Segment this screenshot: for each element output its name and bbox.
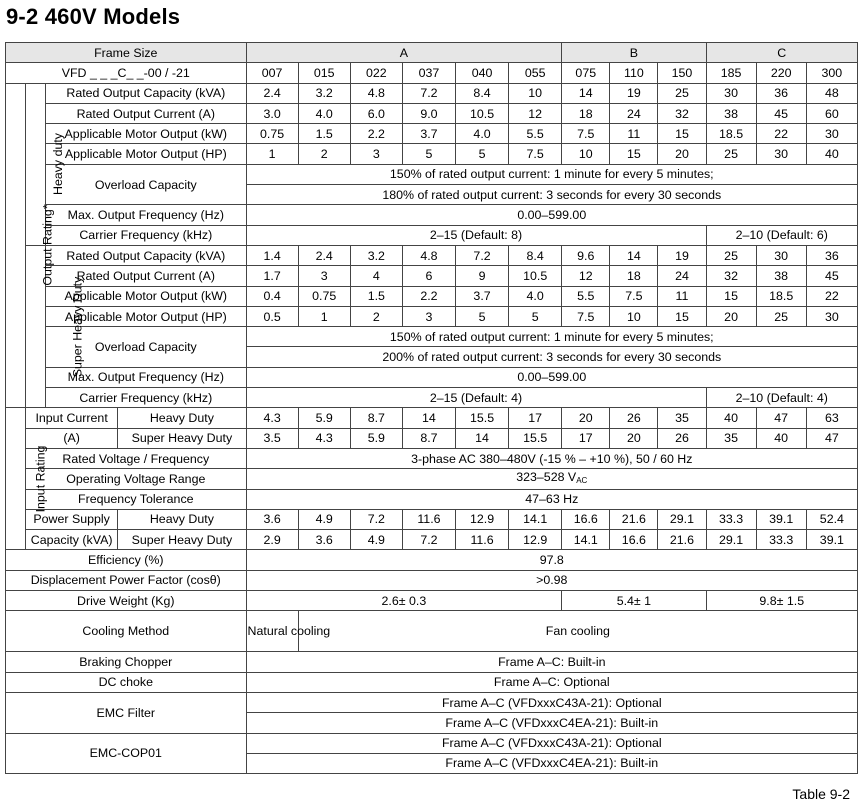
value-cell: 2.2 <box>402 286 455 306</box>
value-cell: 16.6 <box>610 530 658 550</box>
value-cell: 5.5 <box>509 124 562 144</box>
cooling-fan-value: Fan cooling <box>298 611 857 652</box>
hd-row-hp <box>6 144 858 164</box>
value-cell: 38 <box>756 266 806 286</box>
input-current-label-2: (A) <box>26 428 118 448</box>
value-cell: 17 <box>562 428 610 448</box>
hd-row-current <box>6 103 858 123</box>
value-cell: 33.3 <box>706 509 756 529</box>
op-voltage-sub: AC <box>576 475 588 485</box>
rated-voltage-label: Rated Voltage / Frequency <box>26 448 247 468</box>
frame-size-label: Frame Size <box>6 43 247 63</box>
heavy-duty-label: Heavy duty <box>51 133 66 196</box>
ps-heavy-label: Heavy Duty <box>118 509 246 529</box>
frame-size-row <box>6 43 858 63</box>
value-cell: 5 <box>402 144 455 164</box>
value-cell: 0.75 <box>298 286 350 306</box>
value-cell: 20 <box>658 144 706 164</box>
value-cell: 3.7 <box>455 286 508 306</box>
input-rating-group <box>6 408 48 550</box>
braking-label: Braking Chopper <box>6 652 247 672</box>
value-cell: 18.5 <box>756 286 806 306</box>
weight-label: Drive Weight (Kg) <box>6 591 247 611</box>
carrier-ab-value: 2–15 (Default: 4) <box>246 388 706 408</box>
shd-row-hp <box>6 306 858 326</box>
value-cell: 12 <box>562 266 610 286</box>
ps-label-2: Capacity (kVA) <box>26 530 118 550</box>
braking-row <box>6 652 858 672</box>
model-cell: 220 <box>756 63 806 83</box>
value-cell: 15 <box>658 124 706 144</box>
value-cell: 19 <box>610 83 658 103</box>
value-cell: 12 <box>509 103 562 123</box>
value-cell: 11 <box>658 286 706 306</box>
value-cell: 20 <box>562 408 610 428</box>
value-cell: 4.8 <box>402 245 455 265</box>
value-cell: 9 <box>455 266 508 286</box>
value-cell: 1.7 <box>246 266 298 286</box>
model-cell: 007 <box>246 63 298 83</box>
value-cell: 3.6 <box>246 509 298 529</box>
value-cell: 4.3 <box>246 408 298 428</box>
model-label: VFD _ _ _C_ _-00 / -21 <box>6 63 247 83</box>
value-cell: 15 <box>706 286 756 306</box>
ps-label-1: Power Supply <box>26 509 118 529</box>
value-cell: 15 <box>610 144 658 164</box>
value-cell: 3.5 <box>246 428 298 448</box>
value-cell: 30 <box>806 124 857 144</box>
value-cell: 5 <box>509 306 562 326</box>
value-cell: 7.5 <box>562 124 610 144</box>
value-cell: 9.6 <box>562 245 610 265</box>
model-row <box>6 63 858 83</box>
row-label: Applicable Motor Output (kW) <box>46 124 246 144</box>
overload-label: Overload Capacity <box>46 164 246 205</box>
value-cell: 1 <box>298 306 350 326</box>
value-cell: 11.6 <box>455 530 508 550</box>
efficiency-label: Efficiency (%) <box>6 550 247 570</box>
value-cell: 10 <box>562 144 610 164</box>
value-cell: 14 <box>402 408 455 428</box>
braking-value: Frame A–C: Built-in <box>246 652 857 672</box>
value-cell: 3.2 <box>350 245 402 265</box>
carrier-c-value: 2–10 (Default: 4) <box>706 388 857 408</box>
op-voltage-label: Operating Voltage Range <box>26 469 247 489</box>
value-cell: 29.1 <box>658 509 706 529</box>
model-cell: 022 <box>350 63 402 83</box>
page-title: 9-2 460V Models <box>6 4 181 29</box>
value-cell: 4.3 <box>298 428 350 448</box>
dc-choke-label: DC choke <box>6 672 247 692</box>
value-cell: 26 <box>658 428 706 448</box>
input-current-super-label: Super Heavy Duty <box>118 428 246 448</box>
value-cell: 25 <box>706 144 756 164</box>
value-cell: 7.5 <box>610 286 658 306</box>
value-cell: 4.0 <box>298 103 350 123</box>
cooling-natural-value: Natural cooling <box>246 611 298 652</box>
value-cell: 20 <box>610 428 658 448</box>
value-cell: 18.5 <box>706 124 756 144</box>
carrier-label: Carrier Frequency (kHz) <box>46 388 246 408</box>
value-cell: 11 <box>610 124 658 144</box>
input-current-heavy-label: Heavy Duty <box>118 408 246 428</box>
value-cell: 14 <box>455 428 508 448</box>
value-cell: 17 <box>509 408 562 428</box>
value-cell: 0.4 <box>246 286 298 306</box>
cooling-label: Cooling Method <box>6 611 247 652</box>
max-freq-label: Max. Output Frequency (Hz) <box>46 367 246 387</box>
value-cell: 39.1 <box>756 509 806 529</box>
overload-text-line1: 150% of rated output current: 1 minute for every 5 minutes; <box>246 327 857 347</box>
value-cell: 26 <box>610 408 658 428</box>
efficiency-row <box>6 550 858 570</box>
hd-overload-row-1 <box>6 164 858 184</box>
value-cell: 10.5 <box>455 103 508 123</box>
value-cell: 14.1 <box>509 509 562 529</box>
value-cell: 8.7 <box>402 428 455 448</box>
value-cell: 7.2 <box>402 83 455 103</box>
value-cell: 2.4 <box>298 245 350 265</box>
value-cell: 3 <box>350 144 402 164</box>
value-cell: 0.75 <box>246 124 298 144</box>
frame-a-header: A <box>246 43 562 63</box>
row-label: Applicable Motor Output (HP) <box>46 306 246 326</box>
emc-cop-row-1 <box>6 733 858 753</box>
model-cell: 037 <box>402 63 455 83</box>
value-cell: 2 <box>350 306 402 326</box>
emc-filter-row-1 <box>6 692 858 712</box>
value-cell: 45 <box>756 103 806 123</box>
dpf-row <box>6 570 858 590</box>
model-cell: 150 <box>658 63 706 83</box>
value-cell: 63 <box>806 408 857 428</box>
value-cell: 22 <box>756 124 806 144</box>
value-cell: 3 <box>402 306 455 326</box>
emc-cop-label: EMC-COP01 <box>6 733 247 774</box>
weight-b-value: 5.4± 1 <box>562 591 706 611</box>
model-cell: 300 <box>806 63 857 83</box>
value-cell: 2.9 <box>246 530 298 550</box>
freq-tolerance-row <box>6 489 858 509</box>
overload-label: Overload Capacity <box>46 327 246 368</box>
value-cell: 30 <box>756 245 806 265</box>
shd-row-current <box>6 266 858 286</box>
emc-cop-line2: Frame A–C (VFDxxxC4EA-21): Built-in <box>246 753 857 773</box>
value-cell: 32 <box>658 103 706 123</box>
value-cell: 8.7 <box>350 408 402 428</box>
shd-row-kva <box>6 245 858 265</box>
value-cell: 4 <box>350 266 402 286</box>
value-cell: 33.3 <box>756 530 806 550</box>
value-cell: 47 <box>756 408 806 428</box>
row-label: Applicable Motor Output (kW) <box>46 286 246 306</box>
super-heavy-duty-label: Super Heavy Duty <box>70 276 85 377</box>
frame-c-header: C <box>706 43 857 63</box>
value-cell: 60 <box>806 103 857 123</box>
value-cell: 36 <box>756 83 806 103</box>
value-cell: 16.6 <box>562 509 610 529</box>
value-cell: 10 <box>610 306 658 326</box>
ps-super-label: Super Heavy Duty <box>118 530 246 550</box>
max-freq-value: 0.00–599.00 <box>246 205 857 225</box>
value-cell: 45 <box>806 266 857 286</box>
value-cell: 7.5 <box>562 306 610 326</box>
shd-row-kw <box>6 286 858 306</box>
freq-tolerance-value: 47–63 Hz <box>246 489 857 509</box>
rated-voltage-value: 3-phase AC 380–480V (-15 % – +10 %), 50 / 60 Hz <box>246 448 857 468</box>
hd-row-kva <box>6 83 858 103</box>
value-cell: 1 <box>246 144 298 164</box>
dc-choke-row <box>6 672 858 692</box>
value-cell: 2 <box>298 144 350 164</box>
value-cell: 0.5 <box>246 306 298 326</box>
value-cell: 38 <box>706 103 756 123</box>
value-cell: 21.6 <box>658 530 706 550</box>
emc-filter-line2: Frame A–C (VFDxxxC4EA-21): Built-in <box>246 713 857 733</box>
value-cell: 39.1 <box>806 530 857 550</box>
value-cell: 14.1 <box>562 530 610 550</box>
row-label: Rated Output Capacity (kVA) <box>46 245 246 265</box>
value-cell: 7.2 <box>402 530 455 550</box>
value-cell: 40 <box>706 408 756 428</box>
emc-filter-label: EMC Filter <box>6 692 247 733</box>
value-cell: 15.5 <box>455 408 508 428</box>
table-caption: Table 9-2 <box>792 786 850 802</box>
value-cell: 36 <box>806 245 857 265</box>
value-cell: 3.6 <box>298 530 350 550</box>
value-cell: 35 <box>658 408 706 428</box>
value-cell: 8.4 <box>509 245 562 265</box>
value-cell: 14 <box>610 245 658 265</box>
shd-max-freq-row <box>6 367 858 387</box>
value-cell: 25 <box>756 306 806 326</box>
input-current-super-row <box>6 428 858 448</box>
value-cell: 48 <box>806 83 857 103</box>
value-cell: 1.5 <box>298 124 350 144</box>
op-voltage-row <box>6 469 858 489</box>
hd-carrier-row <box>6 225 858 245</box>
value-cell: 22 <box>806 286 857 306</box>
row-label: Rated Output Current (A) <box>46 103 246 123</box>
output-rating-label: Output Rating* <box>40 204 55 287</box>
value-cell: 3 <box>298 266 350 286</box>
output-rating-group <box>6 83 55 408</box>
shd-overload-row-1 <box>6 327 858 347</box>
value-cell: 35 <box>706 428 756 448</box>
model-cell: 055 <box>509 63 562 83</box>
value-cell: 5.5 <box>562 286 610 306</box>
value-cell: 7.2 <box>455 245 508 265</box>
freq-tolerance-label: Frequency Tolerance <box>26 489 247 509</box>
weight-c-value: 9.8± 1.5 <box>706 591 857 611</box>
op-voltage-value-cell <box>246 469 857 489</box>
value-cell: 5.9 <box>350 428 402 448</box>
value-cell: 25 <box>658 83 706 103</box>
hd-row-kw <box>6 124 858 144</box>
frame-b-header: B <box>562 43 706 63</box>
model-cell: 110 <box>610 63 658 83</box>
row-label: Applicable Motor Output (HP) <box>46 144 246 164</box>
ps-heavy-row <box>6 509 858 529</box>
carrier-ab-value: 2–15 (Default: 8) <box>246 225 706 245</box>
value-cell: 40 <box>806 144 857 164</box>
value-cell: 4.0 <box>455 124 508 144</box>
model-cell: 040 <box>455 63 508 83</box>
dpf-label: Displacement Power Factor (cosθ) <box>6 570 247 590</box>
overload-text-line2: 180% of rated output current: 3 seconds for every 30 seconds <box>246 185 857 205</box>
model-cell: 185 <box>706 63 756 83</box>
value-cell: 24 <box>610 103 658 123</box>
value-cell: 4.8 <box>350 83 402 103</box>
model-cell: 075 <box>562 63 610 83</box>
value-cell: 10.5 <box>509 266 562 286</box>
weight-a-value: 2.6± 0.3 <box>246 591 562 611</box>
value-cell: 25 <box>706 245 756 265</box>
value-cell: 19 <box>658 245 706 265</box>
ps-super-row <box>6 530 858 550</box>
value-cell: 5 <box>455 306 508 326</box>
value-cell: 2.4 <box>246 83 298 103</box>
row-label: Rated Output Current (A) <box>46 266 246 286</box>
value-cell: 24 <box>658 266 706 286</box>
value-cell: 3.0 <box>246 103 298 123</box>
overload-text-line2: 200% of rated output current: 3 seconds for every 30 seconds <box>246 347 857 367</box>
emc-filter-line1: Frame A–C (VFDxxxC43A-21): Optional <box>246 692 857 712</box>
value-cell: 15 <box>658 306 706 326</box>
input-rating-label: Input Rating <box>33 445 48 513</box>
value-cell: 4.9 <box>350 530 402 550</box>
max-freq-value: 0.00–599.00 <box>246 367 857 387</box>
value-cell: 5 <box>455 144 508 164</box>
value-cell: 8.4 <box>455 83 508 103</box>
value-cell: 4.0 <box>509 286 562 306</box>
value-cell: 18 <box>610 266 658 286</box>
value-cell: 3.7 <box>402 124 455 144</box>
value-cell: 6 <box>402 266 455 286</box>
shd-carrier-row <box>6 388 858 408</box>
op-voltage-value: 323–528 V <box>516 469 577 484</box>
value-cell: 7.2 <box>350 509 402 529</box>
value-cell: 20 <box>706 306 756 326</box>
overload-text-line1: 150% of rated output current: 1 minute for every 5 minutes; <box>246 164 857 184</box>
value-cell: 4.9 <box>298 509 350 529</box>
efficiency-value: 97.8 <box>246 550 857 570</box>
dc-choke-value: Frame A–C: Optional <box>246 672 857 692</box>
value-cell: 14 <box>562 83 610 103</box>
value-cell: 52.4 <box>806 509 857 529</box>
row-label: Rated Output Capacity (kVA) <box>46 83 246 103</box>
weight-row <box>6 591 858 611</box>
max-freq-label: Max. Output Frequency (Hz) <box>46 205 246 225</box>
value-cell: 7.5 <box>509 144 562 164</box>
value-cell: 9.0 <box>402 103 455 123</box>
value-cell: 40 <box>756 428 806 448</box>
value-cell: 11.6 <box>402 509 455 529</box>
value-cell: 18 <box>562 103 610 123</box>
cooling-row <box>6 611 858 652</box>
value-cell: 30 <box>706 83 756 103</box>
input-current-heavy-row <box>6 408 858 428</box>
spec-table <box>5 42 858 774</box>
value-cell: 12.9 <box>455 509 508 529</box>
value-cell: 6.0 <box>350 103 402 123</box>
dpf-value: >0.98 <box>246 570 857 590</box>
value-cell: 15.5 <box>509 428 562 448</box>
value-cell: 21.6 <box>610 509 658 529</box>
value-cell: 30 <box>756 144 806 164</box>
value-cell: 10 <box>509 83 562 103</box>
value-cell: 1.4 <box>246 245 298 265</box>
value-cell: 5.9 <box>298 408 350 428</box>
rated-voltage-row <box>6 448 858 468</box>
value-cell: 47 <box>806 428 857 448</box>
input-current-label-1: Input Current <box>26 408 118 428</box>
carrier-c-value: 2–10 (Default: 6) <box>706 225 857 245</box>
value-cell: 12.9 <box>509 530 562 550</box>
carrier-label: Carrier Frequency (kHz) <box>46 225 246 245</box>
value-cell: 29.1 <box>706 530 756 550</box>
emc-cop-line1: Frame A–C (VFDxxxC43A-21): Optional <box>246 733 857 753</box>
value-cell: 1.5 <box>350 286 402 306</box>
hd-max-freq-row <box>6 205 858 225</box>
value-cell: 32 <box>706 266 756 286</box>
value-cell: 30 <box>806 306 857 326</box>
value-cell: 3.2 <box>298 83 350 103</box>
model-cell: 015 <box>298 63 350 83</box>
value-cell: 2.2 <box>350 124 402 144</box>
